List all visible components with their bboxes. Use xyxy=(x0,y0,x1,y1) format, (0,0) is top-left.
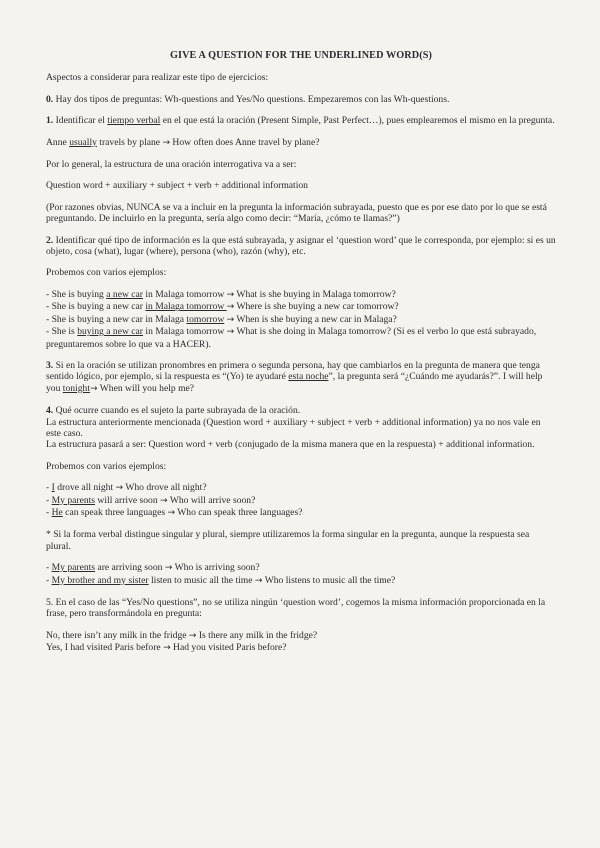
example-text: - She is buying a new car xyxy=(46,301,146,313)
arrow-icon: → xyxy=(167,507,176,518)
example-text: listen to music all the time xyxy=(148,574,255,586)
point-1-number: 1. xyxy=(46,115,54,127)
list-item xyxy=(46,630,556,642)
example-underlined: My parents xyxy=(51,562,96,574)
point-3 xyxy=(46,360,556,395)
list-item xyxy=(46,495,556,507)
arrow-icon: → xyxy=(115,483,124,494)
point-4-number: 4. xyxy=(46,405,54,417)
point-1-text-b: en el que está la oración (Present Simple, Past Perfect…), pues emplearemos el mismo en la pregunta. xyxy=(160,115,555,127)
point-3-text-a: Si en la oración se utilizan pronombres en primera o segunda persona, hay que cambiarlos en la pregunta de manera que tenga sentido lógico, por ejemplo, si la respuesta es “(Yo) te ayudaré xyxy=(46,359,540,383)
example-anne-underlined: usually xyxy=(69,136,97,148)
example-text: - She is xyxy=(46,326,78,338)
point-3-text-b: ”, la pregunta será “¿Cuándo me ayudarás?”. I will help you xyxy=(46,371,543,394)
examples-point-2 xyxy=(46,289,556,350)
point-0-text: Hay dos tipos de preguntas: Wh-questions and Yes/No questions. Empezaremos con las Wh-questions. xyxy=(53,93,450,105)
example-question: Who can speak three languages? xyxy=(175,506,303,518)
structure-formula: Question word + auxiliary + subject + verb + additional information xyxy=(46,180,308,192)
list-item xyxy=(46,326,556,350)
point-4-text: Qué ocurre cuando es el sujeto la parte subrayada de la oración. xyxy=(53,405,301,417)
example-text: are arriving soon xyxy=(95,562,165,574)
example-text: will arrive soon xyxy=(95,494,161,506)
example-text: Yes, I had visited Paris before xyxy=(46,642,164,654)
point-1-underlined: tiempo verbal xyxy=(107,115,161,127)
point-0 xyxy=(46,94,556,105)
example-question: Who will arrive soon? xyxy=(167,494,256,506)
arrow-icon: → xyxy=(163,643,171,654)
example-underlined: a new car xyxy=(106,288,143,300)
point-3-number: 3. xyxy=(46,359,54,371)
structure-intro: Por lo general, la estructura de una oración interrogativa va a ser: xyxy=(46,159,297,171)
arrow-icon: → xyxy=(188,630,197,641)
list-item xyxy=(46,482,556,494)
arrow-icon: → xyxy=(164,563,173,574)
point-1 xyxy=(46,115,556,126)
example-underlined: tomorrow xyxy=(186,313,225,325)
example-text: - xyxy=(46,494,52,506)
point-2-number: 2. xyxy=(46,234,54,246)
list-item xyxy=(46,301,556,313)
arrow-icon: → xyxy=(226,289,235,300)
arrow-icon: → xyxy=(254,575,263,586)
example-underlined: tomorrow xyxy=(186,301,227,313)
example-underlined: My brother and my sister xyxy=(51,574,149,586)
point-3-underlined-2: tonight xyxy=(62,382,90,394)
arrow-icon: → xyxy=(89,383,98,394)
arrow-icon: → xyxy=(226,302,235,313)
singular-note: * Si la forma verbal distingue singular y plural, siempre utilizaremos la forma singular en la pregunta, aunque la respuesta sea plural. xyxy=(46,529,530,552)
example-question: Is there any milk in the fridge? xyxy=(196,629,318,641)
point-4-line-3: La estructura pasará a ser: Question word + verb (conjugado de la misma manera que en la respuesta) + additional information. xyxy=(46,439,535,451)
probemos-heading-2: Probemos con varios ejemplos: xyxy=(46,460,167,472)
example-question: What is she doing in Malaga tomorrow? (Si es el verbo lo que está subrayado, preguntaremos sobre lo que va a HACER). xyxy=(46,326,537,350)
list-item xyxy=(46,575,556,587)
example-underlined: I xyxy=(51,482,55,494)
example-question: When is she buying a new car in Malaga? xyxy=(234,313,397,325)
example-text: in Malaga tomorrow xyxy=(142,288,227,300)
example-underlined: He xyxy=(51,506,63,518)
list-item xyxy=(46,642,556,654)
example-text: in Malaga tomorrow xyxy=(143,326,227,338)
example-text: - She is buying xyxy=(46,288,107,300)
intro-text: Aspectos a considerar para realizar este tipo de ejercicios: xyxy=(46,72,269,84)
example-underlined: in Malaga xyxy=(145,301,187,313)
examples-point-4 xyxy=(46,482,556,519)
point-0-number: 0. xyxy=(46,93,54,105)
arrow-icon: → xyxy=(160,495,168,506)
example-text: - xyxy=(46,506,52,518)
example-text: - xyxy=(46,562,52,574)
example-anne-question: How often does Anne travel by plane? xyxy=(170,136,320,148)
example-question: Who is arriving soon? xyxy=(172,562,260,574)
example-anne xyxy=(46,137,556,149)
point-5: 5. En el caso de las “Yes/No questions”, no se utiliza ningún ‘question word’, cogemos la misma información proporcionada en la frase, pero transformándola en pregunta: xyxy=(46,597,546,620)
point-4-line-2: La estructura anteriormente mencionada (Question word + auxiliary + subject + verb + additional information) ya no nos vale en este caso. xyxy=(46,416,541,439)
example-anne-a: Anne xyxy=(46,136,70,148)
list-item xyxy=(46,314,556,326)
probemos-heading-1: Probemos con varios ejemplos: xyxy=(46,267,167,279)
example-question: Where is she buying a new car tomorrow? xyxy=(234,301,399,313)
example-text: - xyxy=(46,574,52,586)
page-title: GIVE A QUESTION FOR THE UNDERLINED WORD(S) xyxy=(170,50,432,61)
example-text: can speak three languages xyxy=(62,506,168,518)
example-text: drove all night xyxy=(54,482,116,494)
point-2 xyxy=(46,235,556,258)
point-3-underlined-1: esta noche xyxy=(288,371,329,383)
example-underlined: buying a new car xyxy=(77,326,143,338)
point-1-text-a: Identificar el xyxy=(53,115,108,127)
example-question: Who drove all night? xyxy=(123,482,207,494)
list-item xyxy=(46,289,556,301)
example-anne-b: travels by plane xyxy=(96,136,163,148)
list-item xyxy=(46,507,556,519)
point-2-text: Identificar qué tipo de información es la que está subrayada, y asignar el ‘question word’ que le corresponda, por ejemplo: si es un objeto, cosa (what), lugar (where), persona (who), razón (why), etc. xyxy=(46,234,556,258)
example-text: - She is buying a new car in Malaga xyxy=(46,313,187,325)
point-3-text-c: When will you help me? xyxy=(97,382,195,394)
point-4 xyxy=(46,405,556,451)
list-item xyxy=(46,562,556,574)
example-question: Who listens to music all the time? xyxy=(262,574,396,586)
obvious-note: (Por razones obvias, NUNCA se va a incluir en la pregunta la información subrayada, puesto que es por ese dato por lo que se está preguntando. De incluirlo en la pregunta, sería algo como decir: “María, ¿cómo te llamas?”) xyxy=(46,201,547,225)
example-question: What is she buying in Malaga tomorrow? xyxy=(234,288,396,300)
arrow-icon: → xyxy=(162,137,170,148)
arrow-icon: → xyxy=(226,314,235,325)
point-4-line-1 xyxy=(46,405,556,416)
examples-point-5 xyxy=(46,630,556,655)
arrow-icon: → xyxy=(226,327,235,338)
example-text: - xyxy=(46,482,52,494)
example-question: Had you visited Paris before? xyxy=(170,642,287,654)
example-underlined: My parents xyxy=(51,494,96,506)
examples-note xyxy=(46,562,556,587)
example-text: No, there isn’t any milk in the fridge xyxy=(46,629,189,641)
